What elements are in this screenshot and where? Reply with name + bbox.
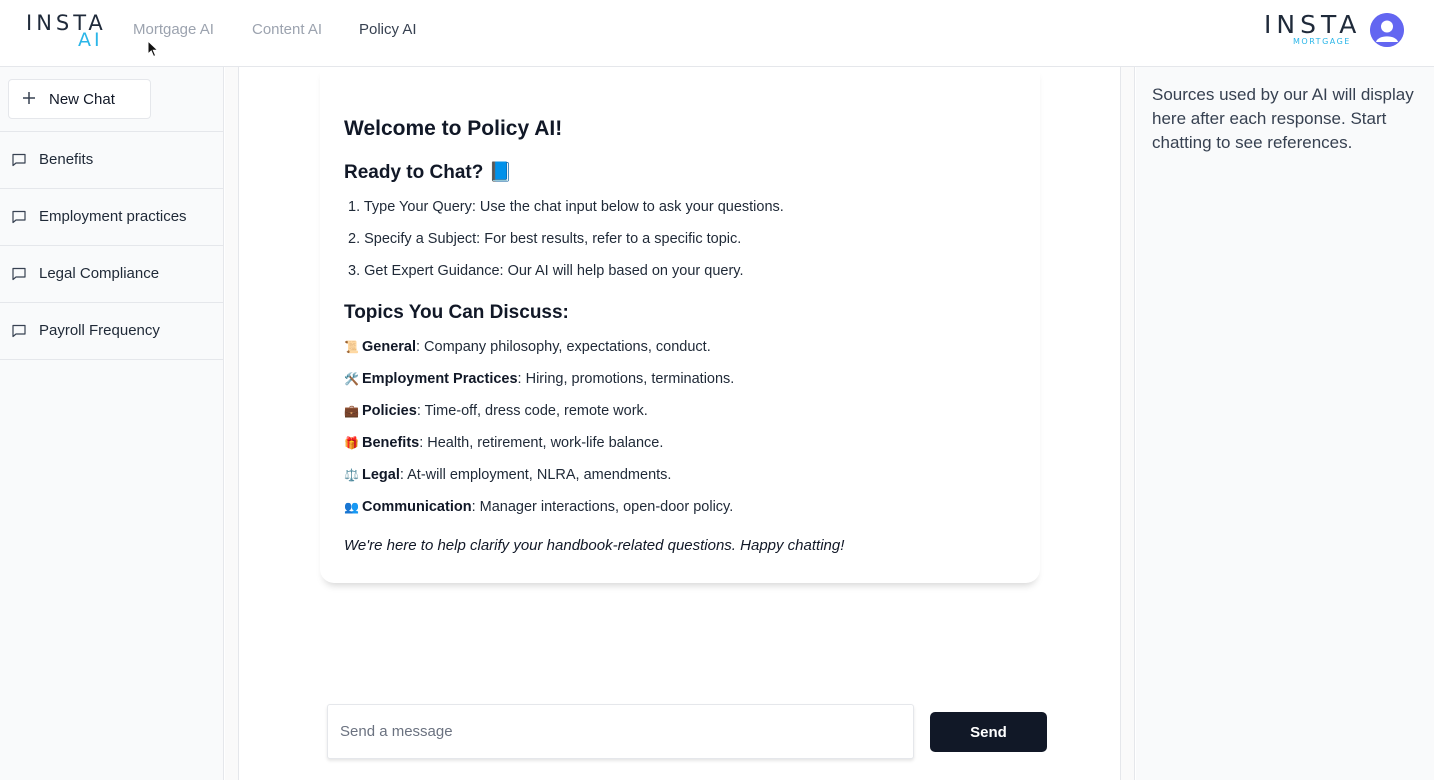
logo-text-bottom: AI — [78, 29, 103, 51]
brand-text-top: INSTA — [1264, 10, 1362, 39]
topic-item — [344, 434, 663, 452]
topic-name: Employment Practices — [362, 371, 518, 387]
topic-description: : At-will employment, NLRA, amendments. — [399, 467, 672, 483]
topic-name: Legal — [362, 467, 400, 483]
ready-heading: Ready to Chat? 📘 — [344, 162, 513, 183]
tools-icon: 🛠️ — [344, 372, 359, 386]
topic-item — [344, 498, 733, 516]
briefcase-icon: 💼 — [344, 404, 359, 418]
chat-bubble-icon — [11, 323, 27, 339]
logo-text-top: INSTA — [26, 11, 107, 35]
sidebar-item-legal-compliance[interactable] — [0, 246, 223, 302]
brand-text-bottom: MORTGAGE — [1293, 37, 1351, 46]
send-button[interactable]: Send — [930, 712, 1047, 752]
topic-item — [344, 466, 671, 484]
topic-description: : Health, retirement, work-life balance. — [419, 435, 664, 451]
instruction-step: 3. Get Expert Guidance: Our AI will help based on your query. — [348, 263, 744, 279]
nav-mortgage-ai[interactable]: Mortgage AI — [133, 21, 214, 38]
scroll-icon: 📜 — [344, 340, 359, 354]
top-header — [0, 0, 1434, 67]
sources-gutter — [1121, 67, 1135, 780]
nav-content-ai[interactable]: Content AI — [252, 21, 323, 38]
insta-ai-logo[interactable] — [26, 12, 106, 50]
chat-bubble-icon — [11, 152, 27, 168]
closing-message: We're here to help clarify your handbook-related questions. Happy chatting! — [344, 537, 845, 554]
topic-name: Policies — [362, 403, 417, 419]
sidebar-item-label: Payroll Frequency — [39, 322, 160, 339]
sidebar-item-label: Benefits — [39, 151, 94, 168]
new-chat-label: New Chat — [49, 91, 115, 108]
sources-placeholder-text: Sources used by our AI will display here after each response. Start chatting to see references. — [1152, 85, 1414, 152]
topic-name: Communication — [362, 499, 472, 515]
sidebar-item-label: Employment practices — [39, 208, 187, 225]
topic-item — [344, 338, 711, 356]
sidebar-item-label: Legal Compliance — [39, 265, 160, 282]
chat-main — [240, 67, 1121, 780]
topic-description: : Hiring, promotions, terminations. — [517, 371, 735, 387]
topics-heading: Topics You Can Discuss: — [344, 302, 569, 323]
sidebar-item-employment-practices[interactable] — [0, 189, 223, 245]
topic-name: General — [362, 339, 416, 355]
topic-item — [344, 402, 648, 420]
user-avatar-icon[interactable] — [1370, 13, 1404, 47]
topic-description: : Manager interactions, open-door policy. — [471, 499, 734, 515]
chat-bubble-icon — [11, 209, 27, 225]
chat-bubble-icon — [11, 266, 27, 282]
sidebar-item-benefits[interactable] — [0, 132, 223, 188]
mouse-cursor-icon — [147, 40, 159, 58]
welcome-card — [320, 67, 1040, 583]
topic-name: Benefits — [362, 435, 420, 451]
instruction-step: 2. Specify a Subject: For best results, refer to a specific topic. — [348, 231, 742, 247]
nav-policy-ai[interactable]: Policy AI — [359, 21, 417, 38]
people-icon: 👥 — [344, 500, 359, 514]
message-input[interactable] — [327, 704, 914, 759]
insta-mortgage-logo — [1264, 10, 1362, 48]
sidebar-item-payroll-frequency[interactable] — [0, 303, 223, 359]
sources-panel — [1136, 67, 1434, 780]
instruction-step: 1. Type Your Query: Use the chat input below to ask your questions. — [348, 199, 784, 215]
chat-sidebar — [0, 67, 224, 780]
new-chat-button[interactable] — [8, 79, 151, 119]
gift-icon: 🎁 — [344, 436, 359, 450]
sidebar-divider — [0, 359, 223, 360]
topic-description: : Company philosophy, expectations, conduct. — [416, 339, 711, 355]
welcome-title: Welcome to Policy AI! — [344, 117, 563, 140]
scales-icon: ⚖️ — [344, 468, 359, 482]
topic-description: : Time-off, dress code, remote work. — [416, 403, 648, 419]
sidebar-gutter — [225, 67, 239, 780]
plus-icon — [22, 91, 36, 105]
topic-item — [344, 370, 734, 388]
